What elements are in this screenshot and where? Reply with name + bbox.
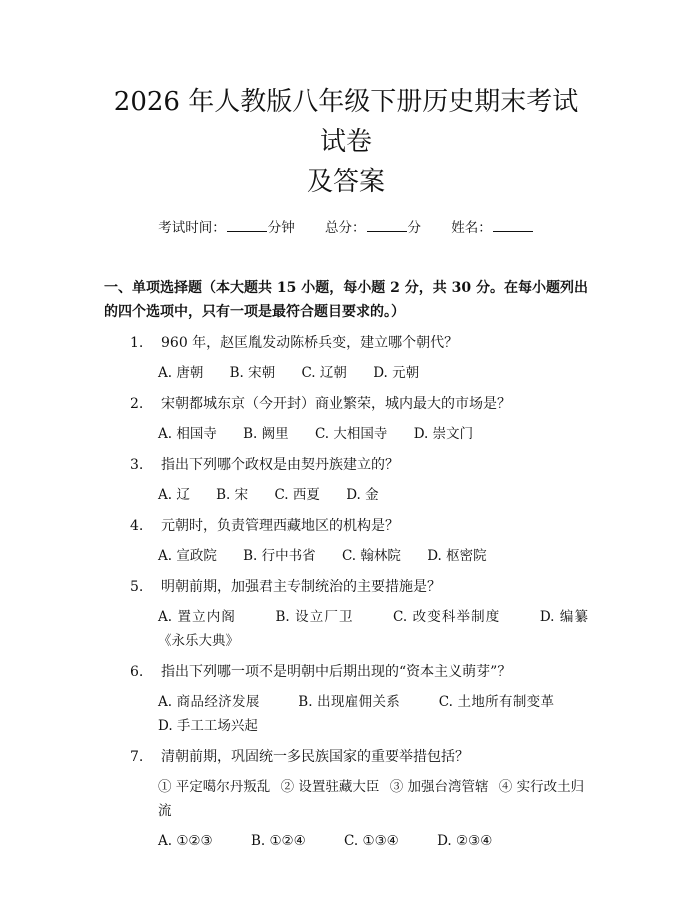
question xyxy=(104,331,588,385)
score-field xyxy=(325,220,425,236)
time-unit: 分钟 xyxy=(267,220,295,236)
option-c: C. 辽朝 xyxy=(301,365,347,381)
option-c: C. 土地所有制变革 xyxy=(438,694,554,710)
exam-meta xyxy=(104,218,588,238)
option-list xyxy=(104,690,588,738)
question-number: 5. xyxy=(130,579,144,595)
option-d: D. 手工工场兴起 xyxy=(158,718,258,734)
option-list xyxy=(104,544,588,568)
option-a: A. 辽 xyxy=(158,487,190,503)
question-text: 指出下列哪一项不是明朝中后期出现的“资本主义萌芽”？ xyxy=(161,664,512,680)
question-number: 7. xyxy=(130,749,144,765)
option-d: D. 元朝 xyxy=(373,365,420,381)
option-list xyxy=(104,829,588,853)
option-a: A. 唐朝 xyxy=(158,365,204,381)
option-c: C. ①③④ xyxy=(344,833,399,849)
question-number: 2. xyxy=(130,396,144,412)
question xyxy=(104,745,588,853)
option-c: C. 大相国寺 xyxy=(314,426,388,442)
question-number: 4. xyxy=(130,518,144,534)
exam-title xyxy=(104,0,588,202)
option-d: D. ②③④ xyxy=(437,833,493,849)
question-line xyxy=(104,575,588,599)
option-list xyxy=(104,422,588,446)
statement-list xyxy=(104,775,588,823)
exam-title-line2: 及答案 xyxy=(306,167,385,197)
score-blank xyxy=(367,220,407,232)
option-c: C. 翰林院 xyxy=(341,548,401,564)
question-text: 明朝前期，加强君主专制统治的主要措施是？ xyxy=(161,579,441,595)
question-line xyxy=(104,453,588,477)
question-line xyxy=(104,660,588,684)
name-label: 姓名： xyxy=(451,220,492,236)
question xyxy=(104,660,588,738)
option-d: D. 崇文门 xyxy=(413,426,474,442)
question-text: 元朝时，负责管理西藏地区的机构是？ xyxy=(161,518,399,534)
option-d: D. 金 xyxy=(346,487,379,503)
option-b: B. 设立厂卫 xyxy=(275,609,354,625)
name-blank xyxy=(493,220,533,232)
option-c: C. 改变科举制度 xyxy=(393,609,501,625)
question xyxy=(104,514,588,568)
question-text: 指出下列哪个政权是由契丹族建立的？ xyxy=(161,457,399,473)
option-list xyxy=(104,483,588,507)
question xyxy=(104,575,588,653)
statement-4: ④ 实行改土归流 xyxy=(158,779,585,819)
time-field xyxy=(158,220,299,236)
question-line xyxy=(104,745,588,769)
question-text: 宋朝都城东京（今开封）商业繁荣，城内最大的市场是？ xyxy=(161,396,511,412)
question-text: 960 年，赵匡胤发动陈桥兵变，建立哪个朝代？ xyxy=(161,335,459,351)
statement-2: ② 设置驻藏大臣 xyxy=(280,779,380,795)
statement-1: ① 平定噶尔丹叛乱 xyxy=(158,779,271,795)
option-b: B. ①②④ xyxy=(250,833,306,849)
option-b: B. 出现雇佣关系 xyxy=(298,694,401,710)
option-b: B. 宋朝 xyxy=(229,365,276,381)
exam-title-line1: 2026 年人教版八年级下册历史期末考试试卷 xyxy=(113,87,579,157)
option-a: A. ①②③ xyxy=(158,833,213,849)
time-blank xyxy=(227,220,267,232)
option-list xyxy=(104,361,588,385)
question-line xyxy=(104,392,588,416)
option-d: D. 枢密院 xyxy=(427,548,487,564)
option-a: A. 商品经济发展 xyxy=(158,694,260,710)
question-number: 3. xyxy=(130,457,144,473)
section-heading: 一、单项选择题（本大题共 15 小题，每小题 2 分，共 30 分。在每小题列出的四个选项中，只有一项是最符合题目要求的。） xyxy=(104,280,588,320)
score-label: 总分： xyxy=(325,220,366,236)
option-list xyxy=(104,605,588,653)
time-label: 考试时间： xyxy=(158,220,226,236)
question-number: 1. xyxy=(130,335,144,351)
name-field xyxy=(451,220,534,236)
option-c: C. 西夏 xyxy=(274,487,320,503)
question-line xyxy=(104,514,588,538)
score-unit: 分 xyxy=(407,220,421,236)
option-b: B. 宋 xyxy=(216,487,249,503)
question-text: 清朝前期，巩固统一多民族国家的重要举措包括？ xyxy=(161,749,469,765)
option-d: D. 编纂《永乐大典》 xyxy=(158,609,589,649)
question xyxy=(104,453,588,507)
option-b: B. 行中书省 xyxy=(243,548,316,564)
question xyxy=(104,392,588,446)
option-b: B. 阙里 xyxy=(243,426,289,442)
option-a: A. 置立内阁 xyxy=(158,609,236,625)
question-line xyxy=(104,331,588,355)
statement-3: ③ 加强台湾管辖 xyxy=(389,779,489,795)
question-number: 6. xyxy=(130,664,144,680)
option-a: A. 相国寺 xyxy=(158,426,217,442)
option-a: A. 宣政院 xyxy=(158,548,217,564)
